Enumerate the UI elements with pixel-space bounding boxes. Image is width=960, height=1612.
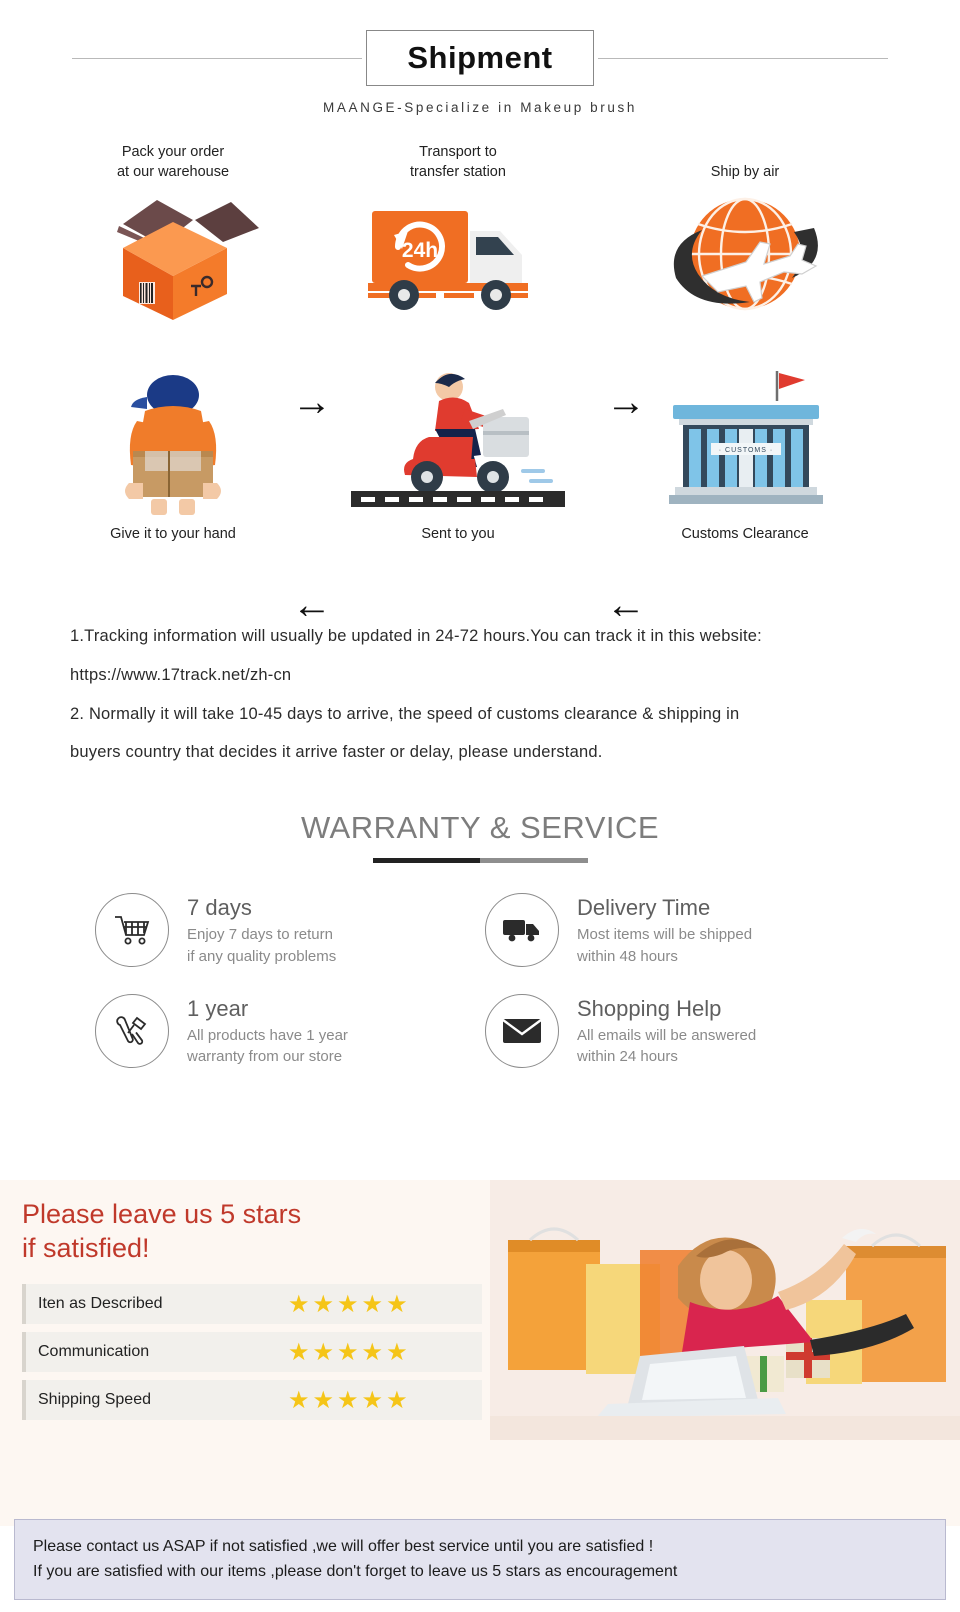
page-title: Shipment — [407, 40, 553, 75]
warranty-item-shopping-help-text — [577, 994, 756, 1069]
note-line-3: 2. Normally it will take 10-45 days to arrive, the speed of customs clearance & shipping in — [70, 704, 740, 723]
tracking-url[interactable]: https://www.17track.net/zh-cn — [70, 665, 292, 684]
footnote-line-2: If you are satisfied with our items ,please don't forget to leave us 5 stars as encouragement — [33, 1563, 678, 1581]
shopping-cart-icon — [95, 893, 169, 967]
shipping-notes — [70, 617, 890, 772]
feedback-heading-line-2: if satisfied! — [22, 1232, 150, 1263]
rating-row-communication — [22, 1332, 482, 1372]
rating-label: Communication — [38, 1343, 150, 1360]
page-title-box — [366, 30, 593, 86]
warranty-item-7-days-text — [187, 893, 336, 968]
rating-row-shipping-speed — [22, 1380, 482, 1420]
flow-step-transport — [343, 143, 573, 332]
warranty-item-1-year-text — [187, 994, 348, 1069]
rating-row-item-as-described — [22, 1284, 482, 1324]
note-line-1: 1.Tracking information will usually be updated in 24-72 hours.You can track it in this website: — [70, 627, 762, 645]
footnote-line-1: Please contact us ASAP if not satisfied ,we will offer best service until you are satisfied ! — [33, 1537, 654, 1555]
brand-subtitle: MAANGE-Specialize in Makeup brush — [323, 100, 637, 115]
globe-airplane-icon — [630, 183, 860, 333]
scooter-courier-icon — [343, 365, 573, 525]
title-rule-right — [598, 58, 888, 59]
title-row — [0, 30, 960, 86]
warranty-underline — [373, 858, 588, 863]
rating-stars[interactable]: ★★★★★ — [288, 1386, 411, 1414]
courier-handing-parcel-icon — [58, 365, 288, 525]
flow-step-pack-order-caption-2: at our warehouse — [116, 163, 230, 180]
truck-24h-icon — [343, 182, 573, 332]
feedback-heading-line-1: Please leave us 5 stars — [22, 1199, 302, 1229]
lifestyle-photo — [490, 1180, 960, 1440]
envelope-icon — [485, 994, 559, 1068]
warranty-item-desc-1: Most items will be shipped — [577, 926, 753, 944]
warranty-item-delivery-time-text — [577, 893, 752, 968]
warranty-item-desc-1: Enjoy 7 days to return — [187, 926, 333, 944]
page-header — [0, 0, 960, 115]
warranty-item-title: Delivery Time — [577, 895, 711, 921]
warranty-item-7-days — [95, 893, 475, 968]
title-rule-left — [72, 58, 362, 59]
warranty-item-title: 1 year — [187, 995, 249, 1021]
flow-step-customs — [630, 365, 860, 545]
warranty-item-desc-2: within 24 hours — [577, 1048, 678, 1066]
flow-step-pack-order — [58, 143, 288, 332]
warranty-heading: WARRANTY & SERVICE — [300, 810, 660, 846]
customs-building-icon — [630, 365, 860, 525]
shipment-flow — [0, 137, 960, 627]
warranty-item-shopping-help — [485, 994, 865, 1069]
rating-stars[interactable]: ★★★★★ — [288, 1338, 411, 1366]
rating-label: Shipping Speed — [38, 1391, 151, 1408]
flow-step-customs-caption: Customs Clearance — [681, 526, 809, 542]
feedback-section — [0, 1180, 960, 1612]
warranty-item-title: 7 days — [187, 895, 252, 921]
tools-icon — [95, 994, 169, 1068]
flow-arrow-1: → — [292, 380, 332, 424]
flow-step-sent-to-you-caption: Sent to you — [421, 526, 495, 542]
flow-arrow-2: → — [606, 380, 646, 424]
warranty-item-desc-2: within 48 hours — [577, 947, 678, 965]
note-line-4: buyers country that decides it arrive faster or delay, please understand. — [70, 743, 603, 762]
flow-step-give-to-hand — [58, 365, 288, 545]
svg-text:24h: 24h — [401, 239, 439, 263]
flow-arrow-4: ← — [606, 583, 646, 627]
flow-step-transport-caption-1: Transport to — [419, 144, 497, 160]
rating-label: Iten as Described — [38, 1295, 163, 1312]
flow-step-ship-by-air-caption: Ship by air — [710, 164, 780, 180]
feedback-heading — [22, 1198, 301, 1266]
delivery-truck-icon — [485, 893, 559, 967]
open-box-icon — [58, 182, 288, 332]
warranty-item-desc-1: All emails will be answered — [577, 1026, 757, 1044]
flow-step-ship-by-air — [630, 143, 860, 333]
warranty-item-1-year — [95, 994, 475, 1069]
warranty-item-desc-1: All products have 1 year — [187, 1026, 348, 1044]
feedback-footnote — [14, 1519, 946, 1600]
warranty-header — [0, 810, 960, 863]
warranty-grid — [95, 893, 865, 1068]
flow-step-pack-order-caption-1: Pack your order — [121, 144, 225, 160]
warranty-item-title: Shopping Help — [577, 995, 722, 1021]
warranty-item-desc-2: warranty from our store — [187, 1048, 343, 1066]
flow-step-give-to-hand-caption: Give it to your hand — [110, 526, 236, 542]
svg-text:· CUSTOMS ·: · CUSTOMS · — [718, 447, 774, 454]
rating-stars[interactable]: ★★★★★ — [288, 1290, 411, 1318]
warranty-item-delivery-time — [485, 893, 865, 968]
flow-arrow-5: ← — [292, 583, 332, 627]
warranty-item-desc-2: if any quality problems — [187, 947, 337, 965]
flow-step-transport-caption-2: transfer station — [410, 163, 506, 180]
flow-step-sent-to-you — [343, 365, 573, 545]
